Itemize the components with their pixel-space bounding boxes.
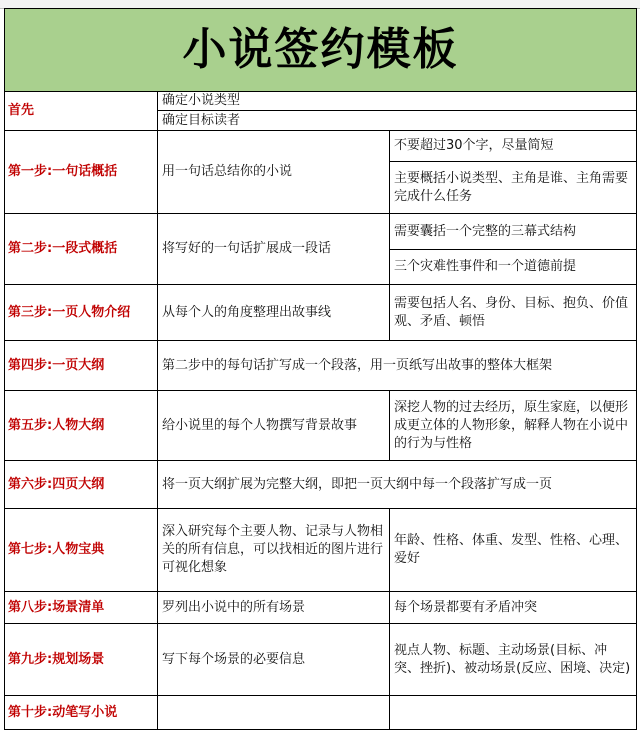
- step-label: 第三步:一页人物介绍: [5, 285, 158, 341]
- cell-text: 每个场景都要有矛盾冲突: [390, 592, 637, 624]
- step-label: 第六步:四页大纲: [5, 461, 158, 509]
- cell-text: 确定目标读者: [158, 111, 637, 131]
- cell-text: 将一页大纲扩展为完整大纲，即把一页大纲中每一个段落扩写成一页: [158, 461, 637, 509]
- cell-text: 主要概括小说类型、主角是谁、主角需要完成什么任务: [390, 162, 637, 214]
- empty-cell: [158, 696, 390, 730]
- empty-cell: [390, 696, 637, 730]
- cell-text: 从每个人的角度整理出故事线: [158, 285, 390, 341]
- cell-text: 需要囊括一个完整的三幕式结构: [390, 214, 637, 250]
- step-label: 第一步:一句话概括: [5, 131, 158, 214]
- cell-text: 给小说里的每个人物撰写背景故事: [158, 391, 390, 461]
- cell-text: 视点人物、标题、主动场景(目标、冲突、挫折)、被动场景(反应、困境、决定): [390, 624, 637, 696]
- cell-text: 三个灾难性事件和一个道德前提: [390, 250, 637, 285]
- cell-text: 需要包括人名、身份、目标、抱负、价值观、矛盾、顿悟: [390, 285, 637, 341]
- cell-text: 深挖人物的过去经历，原生家庭，以便形成更立体的人物形象，解释人物在小说中的行为与性格: [390, 391, 637, 461]
- step-label: 首先: [5, 92, 158, 131]
- title-row: [5, 9, 637, 92]
- step-label: 第四步:一页大纲: [5, 341, 158, 391]
- cell-text: 将写好的一句话扩展成一段话: [158, 214, 390, 285]
- cell-text: 确定小说类型: [158, 92, 637, 111]
- step-label: 第十步:动笔写小说: [5, 696, 158, 730]
- cell-text: 深入研究每个主要人物、记录与人物相关的所有信息，可以找相近的图片进行可视化想象: [158, 509, 390, 592]
- cell-text: 用一句话总结你的小说: [158, 131, 390, 214]
- row-first-1: [5, 92, 637, 111]
- step-label: 第五步:人物大纲: [5, 391, 158, 461]
- row-step4: [5, 341, 637, 391]
- cell-text: 第二步中的每句话扩写成一个段落，用一页纸写出故事的整体大框架: [158, 341, 637, 391]
- row-step9: [5, 624, 637, 696]
- row-step10: [5, 696, 637, 730]
- row-step8: [5, 592, 637, 624]
- row-step7: [5, 509, 637, 592]
- step-label: 第七步:人物宝典: [5, 509, 158, 592]
- step-label: 第九步:规划场景: [5, 624, 158, 696]
- page-title: 小说签约模板: [5, 9, 637, 92]
- cell-text: 年龄、性格、体重、发型、性格、心理、爱好: [390, 509, 637, 592]
- template-table: [4, 8, 637, 730]
- cell-text: 写下每个场景的必要信息: [158, 624, 390, 696]
- row-step3: [5, 285, 637, 341]
- step-label: 第八步:场景清单: [5, 592, 158, 624]
- row-step5: [5, 391, 637, 461]
- row-step2-a: [5, 214, 637, 250]
- cell-text: 罗列出小说中的所有场景: [158, 592, 390, 624]
- row-step1-a: [5, 131, 637, 162]
- step-label: 第二步:一段式概括: [5, 214, 158, 285]
- cell-text: 不要超过30个字，尽量简短: [390, 131, 637, 162]
- row-step6: [5, 461, 637, 509]
